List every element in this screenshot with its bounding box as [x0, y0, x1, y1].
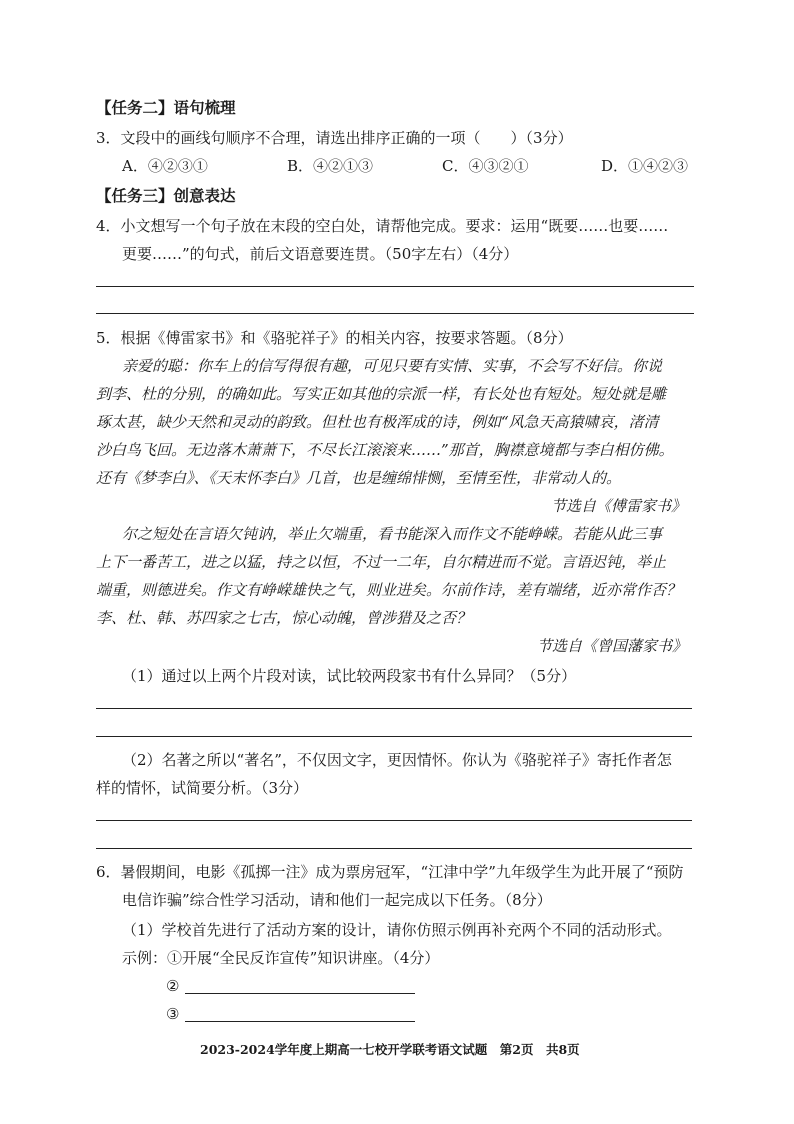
q5-sub1: （1）通过以上两个片段对读，试比较两段家书有什么异同？（5分）: [122, 667, 577, 685]
q6-example: 示例：①开展“全民反诈宣传”知识讲座。（4分）: [122, 949, 440, 967]
q5-sub1-answer-line-1[interactable]: [96, 708, 692, 709]
q5-passage1-line: 沙白鸟飞回。无边落木萧萧下，不尽长江滚滚来……”那首，胸襟意境都与李白相仿佛。: [96, 441, 674, 459]
q5-passage1-line: 琢太甚，缺少天然和灵动的韵致。但杜也有极浑成的诗，例如“风急天高猿啸哀，渚清: [96, 413, 659, 431]
q6-blank-3[interactable]: [166, 1004, 415, 1024]
q6-blank-2-line[interactable]: [185, 977, 415, 994]
q3-option-b[interactable]: B．④②①③: [287, 157, 374, 175]
q5-passage2-line: 端重，则德进矣。作文有峥嵘雄快之气，则业进矣。尔前作诗，差有端绪，近亦常作否？: [96, 581, 682, 599]
q6-blank-2[interactable]: [166, 976, 415, 996]
q3-stem: 3．文段中的画线句顺序不合理，请选出排序正确的一项（ ）（3分）: [96, 129, 573, 147]
q6-blank-3-line[interactable]: [185, 1005, 415, 1022]
task3-heading: 【任务三】创意表达: [96, 186, 236, 205]
q4-answer-line-2[interactable]: [96, 313, 694, 314]
q5-source2: 节选自《曾国藩家书》: [537, 637, 688, 655]
q3-option-c[interactable]: C．④③②①: [442, 157, 529, 175]
task2-heading: 【任务二】语句梳理: [96, 98, 236, 117]
q5-sub2-answer-line-2[interactable]: [96, 848, 692, 849]
q5-passage1-line: 亲爱的聪：你车上的信写得很有趣，可见只要有实情、实事，不会写不好信。你说: [122, 357, 663, 375]
q4-answer-line-1[interactable]: [96, 286, 694, 287]
q6-sub1: （1）学校首先进行了活动方案的设计，请你仿照示例再补充两个不同的活动形式。: [122, 921, 672, 939]
q3-option-d[interactable]: D．①④②③: [601, 157, 689, 175]
q3-option-a[interactable]: A．④②③①: [122, 157, 208, 175]
q5-passage2-line: 尔之短处在言语欠钝讷，举止欠端重，看书能深入而作文不能峥嵘。若能从此三事: [122, 525, 663, 543]
q6-line1: 6．暑假期间，电影《孤掷一注》成为票房冠军，“江津中学”九年级学生为此开展了“预防: [96, 863, 684, 881]
q5-passage2-line: 李、杜、韩、苏四家之七古，惊心动魄，曾涉猎及之否？: [96, 609, 472, 627]
page-footer: 2023-2024学年度上期高一七校开学联考语文试题 第2页 共8页: [200, 1042, 580, 1057]
q5-stem: 5．根据《傅雷家书》和《骆驼祥子》的相关内容，按要求答题。（8分）: [96, 329, 573, 347]
q6-line2: 电信诈骗”综合性学习活动，请和他们一起完成以下任务。（8分）: [122, 891, 552, 909]
q5-source1: 节选自《傅雷家书》: [551, 497, 687, 515]
q5-sub1-answer-line-2[interactable]: [96, 736, 692, 737]
q5-passage1-line: 到李、杜的分别，的确如此。写实正如其他的宗派一样，有长处也有短处。短处就是雕: [96, 385, 667, 403]
q5-sub2-line1: （2）名著之所以“著名”，不仅因文字，更因情怀。你认为《骆驼祥子》寄托作者怎: [122, 751, 672, 769]
q6-blank-3-label: ③: [166, 1005, 180, 1023]
q5-sub2-answer-line-1[interactable]: [96, 820, 692, 821]
q5-passage1-line: 还有《梦李白》、《天末怀李白》几首，也是缠绵悱恻，至情至性，非常动人的。: [96, 469, 622, 487]
q5-passage2-line: 上下一番苦工，进之以猛，持之以恒，不过一二年，自尔精进而不觉。言语迟钝，举止: [96, 553, 667, 571]
q4-line2: 更要……”的句式，前后文语意要连贯。（50字左右）（4分）: [122, 245, 519, 263]
q6-blank-2-label: ②: [166, 977, 180, 995]
q4-line1: 4．小文想写一个句子放在末段的空白处，请帮他完成。要求：运用“既要……也要……: [96, 217, 669, 235]
q5-sub2-line2: 样的情怀，试简要分析。（3分）: [96, 779, 309, 797]
